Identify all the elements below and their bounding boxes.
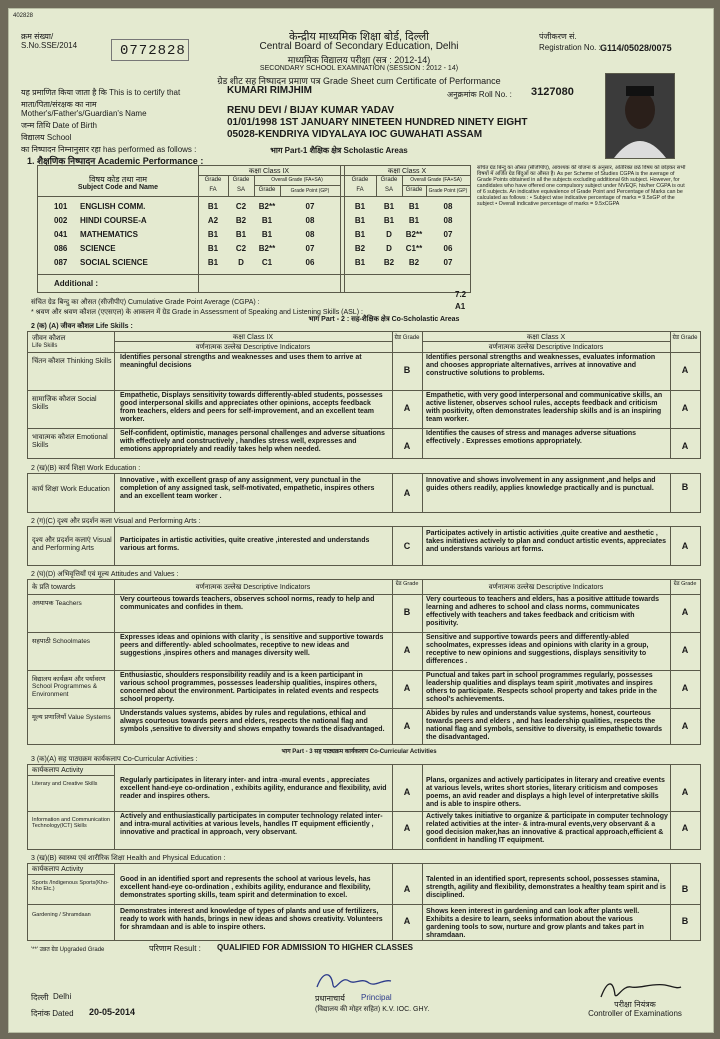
dob-label: जन्म तिथि Date of Birth [21,121,97,130]
subject-fa10: B1 [354,230,366,239]
cocurricular-b-table [27,863,701,941]
sno-label: S.No.SSE/2014 [21,41,78,50]
row-grade-class-ix: A [403,645,411,655]
life-class-x: कक्षा Class X [526,334,566,341]
subject-code: 101 [54,202,68,211]
life-skills-table [27,331,701,459]
subject-gp10: 08 [443,216,453,225]
subject-g9: B2** [258,244,276,253]
row-label: मूल्य प्रणालियाँ Value Systems [32,714,111,721]
arts-grade-9: C [403,541,411,551]
exam-name-hindi: माध्यमिक विद्यालय परीक्षा (सत्र : 2012-14) [287,55,431,65]
date-of-birth: 01/01/1998 1ST JANUARY NINETEEN HUNDRED NINETY EIGHT [227,117,528,128]
subject-g10: C1** [405,244,423,253]
row-desc-class-ix: Demonstrates interest and knowledge of types of plants and use of fertilizers, ready to work with hands, brings in new ideas and shows creativity. Volunteers for shramdaan and is able to inspire others. [120,908,383,932]
registration-label-hindi: पंजीकरण सं. [539,32,577,41]
result-value: QUALIFIED FOR ADMISSION TO HIGHER CLASSES [217,943,414,952]
class-ix-header: कक्षा Class IX [248,168,290,175]
row-desc-class-x: Sensitive and supportive towards peers and differently-abled schoolmates, expresses ideas and opinions with clarity in a group, receptive to new opinions and suggestions, displays sensitivity to differences . [426,634,649,666]
document-title: ग्रेड शीट सह निष्पादन प्रमाण पत्र Grade Sheet cum Certificate of Performance [217,76,501,86]
part3-title: भाग Part - 3 सह पाठ्यक्रम कार्यकलाप Co-Curricular Activities [281,749,437,755]
subject-code: 087 [54,258,68,267]
subject-head: Subject Code and Name [77,184,159,191]
student-photo-image [606,74,674,158]
row-grade-class-ix: B [403,365,411,375]
student-name: KUMARI RIMJHIM [227,85,312,96]
row-desc-class-x: Identifies personal strengths and weaknesses, evaluates information and chooses appropriate alternatives, arrives at innovative and constructive solutions to problems. [426,354,656,378]
sa-head-10: SA [384,187,393,193]
subject-name: ENGLISH COMM. [80,202,146,211]
row-desc-class-ix: Enthusiastic, shoulders responsibility readily and is a keen participant in various school programmes, possesses leadership qualities, inspires others, concerned about the environment. Participates in related events and respects school property. [120,672,379,704]
place-hindi: दिल्ली [31,993,49,1002]
life-desc-head-10: वर्णनात्मक उल्लेख Descriptive Indicators [488,344,604,351]
subject-name: SCIENCE [80,244,116,253]
grade-fa-head-9: Grade [204,177,222,183]
subject-sa9: C2 [235,202,247,211]
sno-box [111,39,189,61]
subject-name: SOCIAL SCIENCE [80,258,148,267]
roll-number: 3127080 [531,86,574,98]
grade-sa-head-9: Grade [232,177,250,183]
row-desc-class-ix: Actively and enthusiastically participates in computer technology related inter- and intra-mural activities at various levels, handles IT equipment efficiently , innovative and practical in approach, very observant. [120,813,383,837]
row-label: Gardening / Shramdaan [32,912,91,918]
subject-g10: B1 [408,216,420,225]
work-grade-9: A [403,488,411,498]
row-label: भावात्मक कौशल Emotional Skills [32,434,108,450]
top-serial-number: 402828 [13,13,34,19]
subject-code: 002 [54,216,68,225]
subject-sa9: B1 [235,230,247,239]
certify-label: यह प्रमाणित किया जाता है कि This is to certify that [21,88,181,97]
subject-gp9: 07 [305,202,315,211]
life-desc-head-9: वर्णनात्मक उल्लेख Descriptive Indicators [195,344,311,351]
row-desc-class-x: Punctual and takes part in school programmes regularly, possesses leadership qualities and displays team spirit ,motivates and inspires others to participate. Respects school property and takes pride in the school's achievements. [426,672,658,704]
guardian-name: RENU DEVI / BIJAY KUMAR YADAV [227,105,395,116]
subject-gp10: 07 [443,230,453,239]
registration-label: Registration No. : [539,43,601,52]
row-desc-class-x: Shows keen interest in gardening and can look after plants well. Exhibits a desire to learn, seeks information about the various gardening tools to sow, nurture and grow plants and takes part in shramdaan. [426,908,644,940]
overall-head-9: Overall Grade (FA+SA) [271,177,323,183]
subject-fa10: B1 [354,258,366,267]
cocurricular-b-title: 3 (ख)(B) स्वास्थ्य एवं शारीरिक शिक्षा Health and Physical Education : [31,855,226,862]
board-name-hindi: केन्द्रीय माध्यमिक शिक्षा बोर्ड, दिल्ली [288,31,430,43]
row-grade-class-x: A [681,403,689,413]
subject-g10: B1 [408,202,420,211]
row-desc-class-ix: Regularly participates in literary inter- and intra -mural events , appreciates excellent hand-eye co-ordination , exhibits agility, endurance and flexibility, avid reader and inspires others. [120,777,387,801]
subject-g9: B2** [258,202,276,211]
principal-school-stamp: (विद्यालय की मोहर सहित) K.V. IOC. GHY. [315,1006,430,1013]
attitudes-head: के प्रति towards [32,584,76,591]
subject-fa9: B1 [207,202,219,211]
academic-table [37,165,471,293]
cocurricular-a-title: 3 (क)(A) सह पाठ्यक्रम कार्यकलाप Co-Curricular Activities : [31,756,198,763]
arts-desc-10: Participates actively in artistic activities ,quite creative and aesthetic , takes initiatives actively to plan and conduct artistic events, appreciates and understands various art forms. [426,530,667,554]
row-grade-class-x: A [681,607,689,617]
class-x-header: कक्षा Class X [387,168,427,175]
subject-name: HINDI COURSE-A [80,216,147,225]
row-grade-class-x: B [681,916,689,926]
row-desc-class-ix: Identifies personal strengths and weaknesses and uses them to arrive at meaningful decisions [120,354,362,370]
row-desc-class-x: Empathetic, with very good interpersonal and communicative skills, an active listener, observes school rules, accepts feedback and criticism with positivity, often demonstrates leadership skills and is an inspiring team worker. [426,392,663,424]
life-head: Life Skills [32,343,58,349]
row-grade-class-ix: A [403,403,411,413]
life-grade-head-10: ग्रेड Grade [672,335,698,341]
row-grade-class-x: A [681,823,689,833]
row-label: Literary and Creative Skills [32,781,98,787]
activity-head-a: कार्यकलाप Activity [32,767,84,774]
subject-sa10: D [386,244,392,253]
attitudes-desc-head-9: वर्णनात्मक उल्लेख Descriptive Indicators [195,584,311,591]
row-grade-class-x: A [681,645,689,655]
life-class-ix: कक्षा Class IX [232,334,274,341]
row-grade-class-ix: A [403,916,411,926]
overall-head-10: Overall Grade (FA+SA) [410,177,462,183]
subject-code: 041 [54,230,68,239]
subject-fa9: B1 [207,258,219,267]
subject-sa9: C2 [235,244,247,253]
row-grade-class-ix: A [403,441,411,451]
subject-sa10: D [386,230,392,239]
upgraded-grade-note: '**' उन्नत ग्रेड Upgraded Grade [31,947,105,953]
subject-sa10: B1 [383,202,395,211]
life-skills-title: 2 (क) (A) जीवन कौशल Life Skills : [31,323,133,330]
work-desc-10: Innovative and shows involvement in any assignment ,and helps and guides others readily, applies knowledge practically and is punctual. [426,477,656,493]
subject-gp9: 07 [305,244,315,253]
row-desc-class-ix: Very courteous towards teachers, observes school norms, ready to help and communicates and confides in them. [120,596,375,612]
asl-label: * श्रवण और श्रवण कौशल (एएसएल) के आकलन में ग्रेड Grade in Assessment of Speaking and Listening Skills (ASL) : [31,309,363,316]
row-desc-class-x: Actively takes initiative to organize & participate in computer technology related activities at the inter- & intra-mural events,very observant & a good decision maker,has an innovative & practical approach,efficient & confident in handling IT equipment. [426,813,668,845]
cocurricular-a-table [27,764,701,850]
guardian-label-hindi: माता/पिता/संरक्षक का नाम [21,100,97,109]
arts-table [27,526,701,566]
row-label: Information and Communication Technology(ICT) Skills [32,817,110,830]
row-desc-class-ix: Empathetic, Displays sensitivity towards differently-abled students, possesses good interpersonal skills and appreciates other opinions, accepts feedback from teachers, elders and peers for self-improvement, and an excellent team worker. [120,392,383,424]
subject-fa10: B2 [354,244,366,253]
guardian-label: Mother's/Father's/Guardian's Name [21,109,147,118]
academic-performance-title: 1. शैक्षणिक निष्पादन Academic Performance : [27,156,204,166]
attitudes-grade-head-9: ग्रेड Grade [395,581,419,587]
row-grade-class-ix: A [403,683,411,693]
issue-date: 20-05-2014 [89,1007,136,1017]
subject-fa9: B1 [207,244,219,253]
subject-g9: C1 [261,258,273,267]
grade-head-10: Grade [405,187,423,193]
work-title: 2 (ख)(B) कार्य शिक्षा Work Education : [31,465,141,472]
subject-name: MATHEMATICS [80,230,138,239]
subject-sa9: B2 [235,216,247,225]
row-grade-class-x: A [681,787,689,797]
subject-gp10: 07 [443,258,453,267]
life-grade-head-9: ग्रेड Grade [394,335,420,341]
row-grade-class-ix: A [403,884,411,894]
place: Delhi [53,992,72,1001]
row-desc-class-x: Plans, organizes and actively participates in literary and creative events at various levels, writes short stories, literary criticism and composes poems, an avid reader and displays a high level of interpretative skills and is able to inspire others. [426,777,665,809]
subject-fa10: B1 [354,202,366,211]
subject-sa9: D [238,258,244,267]
grade-fa-head-10: Grade [351,177,369,183]
row-desc-class-x: Abides by rules and understands value systems, honest, courteous towards peers and elders , and has leadership qualities, respects the national flag and symbols, sensitive to diversity, is empathetic towards the disadvantaged. [426,710,662,742]
subject-sa10: B1 [383,216,395,225]
subject-g9: B1 [261,216,273,225]
fa-head-10: FA [356,187,364,193]
row-grade-class-x: A [681,721,689,731]
row-grade-class-x: A [681,683,689,693]
row-grade-class-ix: A [403,721,411,731]
work-label: कार्य शिक्षा Work Education [32,486,110,493]
row-label: सामाजिक कौशल Social Skills [32,396,97,412]
work-table [27,473,701,513]
result-label: परिणाम Result : [149,944,201,953]
subject-fa9: B1 [207,230,219,239]
row-grade-class-x: A [681,441,689,451]
row-label: Sports /Indigenous Sports(Kho-Kho Etc.) [32,880,109,893]
school-label: विद्यालय School [21,133,72,142]
fa-head-9: FA [209,187,217,193]
row-label: सहपाठी Schoolmates [32,638,91,645]
arts-grade-10: A [681,541,689,551]
row-desc-class-ix: Self-confident, optimistic, manages personal challenges and adverse situations with effectively and constructively , handles stress well, expresses and emotions appropriately and readily takes help when needed. [120,430,385,454]
controller-label-hindi: परीक्षा नियंत्रक [614,1000,656,1009]
date-label: दिनांक Dated [31,1009,74,1018]
performed-label: का निष्पादन निम्नानुसार रहा has performed as follows : [21,145,197,154]
row-grade-class-ix: A [403,787,411,797]
work-desc-9: Innovative , with excellent grasp of any assignment, very punctual in the completion of any assigned task, self-motivated, empathetic, inspires others and an excellent team worker . [120,477,375,501]
arts-label: दृश्य और प्रदर्शन कलाएं Visual and Performing Arts [32,537,112,553]
work-grade-10: B [681,482,689,492]
sa-head-9: SA [236,187,245,193]
arts-title: 2 (ग)(C) दृश्य और प्रदर्शन कला Visual and Performing Arts : [31,518,201,525]
row-label: विद्यालय कार्यक्रम और पर्यावरण School Programmes & Environment [32,676,106,698]
subject-gp9: 06 [305,258,315,267]
row-label: चिंतन कौशल Thinking Skills [32,358,112,365]
subject-fa10: B1 [354,216,366,225]
sno-value: 0772828 [120,43,186,59]
registration-number: G114/05028/0075 [600,43,672,53]
cgpa-value: 7.2 [455,290,467,299]
attitudes-grade-head-10: ग्रेड Grade [673,581,697,587]
row-desc-class-x: Talented in an identified sport, represents school, possesses stamina, strength, agility and flexibility, demonstrates a healthy team spirit and is disciplined. [426,876,666,900]
subject-gp10: 08 [443,202,453,211]
grade-head-9: Grade [258,187,276,193]
board-name: Central Board of Secondary Education, Delhi [259,41,459,52]
principal-label-hindi: प्रधानाचार्य [315,994,345,1003]
subject-head-hindi: विषय कोड तथा नाम [89,175,147,184]
row-grade-class-ix: B [403,607,411,617]
cgpa-notes: संचित ग्रेड बिन्दु का औसत (सीजीपीए), आवश्यक की योजना के अनुसार, अतिरिक्त छठे विषय को छोड़कर सभी विषयों में अर्जित ग्रेड बिंदुओं का औसत है। As per Scheme of Studies CGPA is the average of Grade Points obtained in all the subjects excluding additional 6th subject. However, for candidates who have offered one compulsory subject under NVEQF, his/her CGPA is out of 6 subjects. An indicative equivalence of Grade Point and Percentage of Marks can be calculated as follows : • Subject wise indicative percentage of marks = 9.5xGP of the subject • Overall indicative percentage of marks = 9.5xCGPA [477,165,686,208]
subject-gp9: 08 [305,230,315,239]
additional-label: Additional : [54,279,98,288]
attitudes-desc-head-10: वर्णनात्मक उल्लेख Descriptive Indicators [488,584,604,591]
student-photo [605,73,675,159]
subject-gp10: 06 [443,244,453,253]
grade-sheet-certificate [8,8,714,1033]
row-desc-class-ix: Good in an identified sport and represents the school at various levels, has excellent hand-eye co-ordination , exhibits agility, endurance and flexibility, demonstrates sporting skills, team spirit and determination to excel. [120,876,371,900]
life-head-hindi: जीवन कौशल [32,335,66,342]
part2-title: भाग Part - 2 : सह-शैक्षिक क्षेत्र Co-Scholastic Areas [308,316,460,323]
school-name: 05028-KENDRIYA VIDYALAYA IOC GUWAHATI ASSAM [227,129,483,140]
row-desc-class-x: Very courteous to teachers and elders, has a positive attitude towards learning and adheres to school and class norms, communicates effectively with teachers and takes feedback and criticism with positivity. [426,596,660,628]
cgpa-label: संचित ग्रेड बिन्दु का औसत (सीजीपीए) Cumulative Grade Point Average (CGPA) : [31,299,260,306]
subject-code: 086 [54,244,68,253]
gp-head-9: Grade Point (GP) [290,188,330,194]
roll-label: अनुक्रमांक Roll No. : [447,90,512,99]
exam-name: SECONDARY SCHOOL EXAMINATION (SESSION : 2012 - 14) [259,65,459,72]
principal-label: Principal [361,993,392,1002]
row-desc-class-x: Identifies the causes of stress and manages adverse situations effectively . Expresses emotions appropriately. [426,430,637,446]
subject-fa9: A2 [207,216,219,225]
subject-g10: B2** [405,230,423,239]
row-grade-class-x: B [681,884,689,894]
row-grade-class-ix: A [403,823,411,833]
subject-g10: B2 [408,258,420,267]
row-grade-class-x: A [681,365,689,375]
subject-sa10: B2 [383,258,395,267]
attitudes-table [27,579,701,745]
arts-desc-9: Participates in artistic activities, quite creative ,interested and understands various art forms. [120,537,370,553]
controller-label: Controller of Examinations [588,1009,682,1018]
sno-label-hindi: क्रम संख्या/ [21,32,54,41]
attitudes-title: 2 (घ)(D) अभिवृत्तियाँ एवं मूल्य Attitudes and Values : [31,571,179,578]
row-label: अध्यापक Teachers [32,600,82,607]
grade-sa-head-10: Grade [380,177,398,183]
row-desc-class-ix: Understands values systems, abides by rules and regulations, ethical and always courteous towards peers and elders, respects the national flag and symbols ,sensitive to diversity and shows empathy towards the disadvantaged. [120,710,385,734]
row-desc-class-ix: Expresses ideas and opinions with clarity , is sensitive and supportive towards peers and differently- abled schoolmates, receptive to new ideas and suggestions ,inspires others and manages diversity well. [120,634,384,658]
subject-gp9: 08 [305,216,315,225]
gp-head-10: Grade Point (GP) [428,188,468,194]
activity-head-b: कार्यकलाप Activity [32,866,84,873]
subject-g9: B1 [261,230,273,239]
asl-value: A1 [455,302,466,311]
part1-title: भाग Part-1 शैक्षिक क्षेत्र Scholastic Areas [270,146,408,155]
